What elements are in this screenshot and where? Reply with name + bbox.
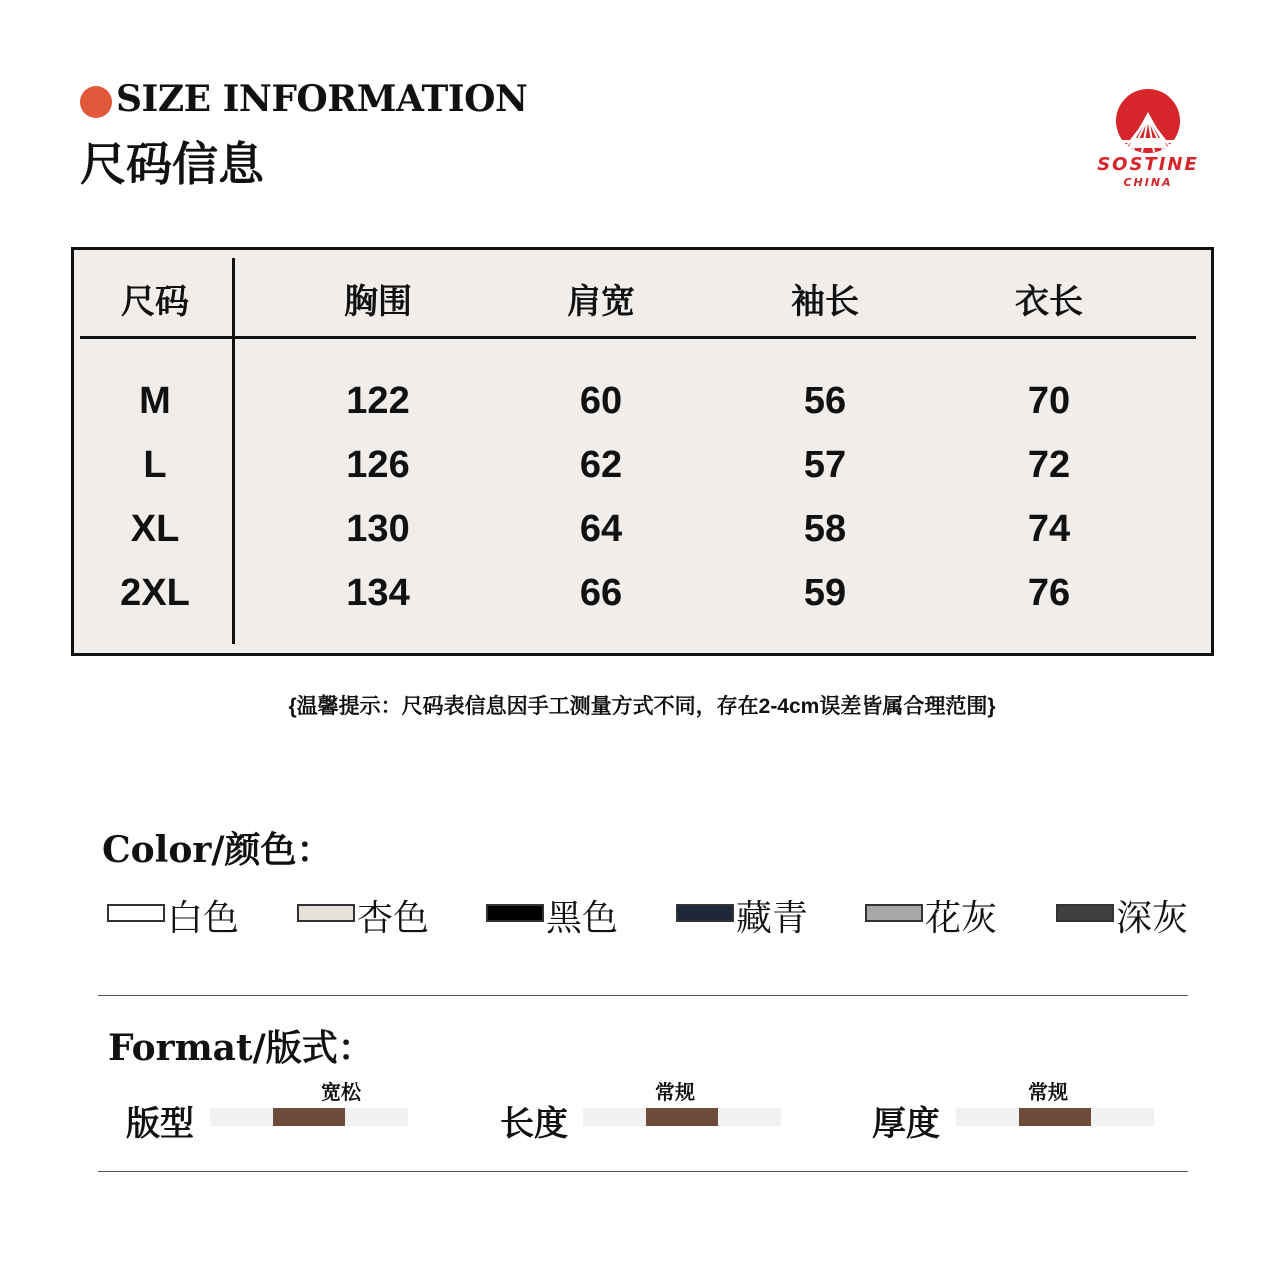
- table-header-size: 尺码: [121, 283, 189, 321]
- size-table: [71, 247, 1214, 656]
- color-label-heather-grey: 花灰: [925, 898, 998, 939]
- table-cell: XL: [130, 508, 180, 550]
- table-header-length: 衣长: [1015, 283, 1083, 321]
- table-cell: 60: [579, 380, 623, 422]
- table-cell: L: [143, 444, 167, 486]
- color-label-apricot: 杏色: [357, 898, 430, 939]
- table-cell: 76: [1027, 572, 1071, 614]
- format-label-length: 长度: [500, 1104, 568, 1144]
- color-swatch-heather-grey: [865, 904, 923, 922]
- format-section-title: Format/版式：: [108, 1027, 374, 1069]
- format-fill-length: [646, 1108, 718, 1126]
- format-value-length: 常规: [655, 1080, 695, 1104]
- table-cell: 66: [579, 572, 623, 614]
- page-title-cn: 尺码信息: [80, 137, 264, 191]
- color-swatch-black: [486, 904, 544, 922]
- table-cell: 126: [346, 444, 410, 486]
- format-fill-thickness: [1019, 1108, 1091, 1126]
- sun-mountain-icon: [1092, 88, 1204, 154]
- table-cell: 70: [1027, 380, 1071, 422]
- table-cell: 74: [1027, 508, 1071, 550]
- color-label-white: 白色: [167, 898, 240, 939]
- brand-logo: [1092, 88, 1204, 192]
- format-label-fit: 版型: [126, 1104, 194, 1144]
- format-label-thickness: 厚度: [872, 1104, 940, 1144]
- logo-brand-name: SOSTINE: [1097, 154, 1199, 175]
- color-label-navy: 藏青: [736, 898, 809, 939]
- table-cell: 72: [1027, 444, 1071, 486]
- table-cell: 64: [579, 508, 623, 550]
- format-track-length: [583, 1108, 781, 1126]
- table-cell: M: [139, 380, 171, 422]
- color-label-dark-grey: 深灰: [1116, 898, 1189, 939]
- page-title-en: SIZE INFORMATION: [116, 78, 528, 120]
- table-cell: 2XL: [120, 572, 190, 614]
- table-cell: 56: [803, 380, 847, 422]
- logo-brand-sub: CHINA: [1123, 176, 1173, 189]
- bottom-divider: [98, 1171, 1188, 1172]
- color-section-title: Color/颜色：: [102, 829, 333, 871]
- section-divider: [98, 995, 1188, 996]
- title-bullet-dot: [80, 86, 112, 118]
- color-swatch-white: [107, 904, 165, 922]
- table-header-shoulder: 肩宽: [567, 283, 635, 321]
- table-cell: 58: [803, 508, 847, 550]
- format-value-fit: 宽松: [321, 1080, 361, 1104]
- table-header-chest: 胸围: [344, 283, 412, 321]
- color-label-black: 黑色: [546, 898, 619, 939]
- table-header-sleeve: 袖长: [791, 283, 859, 321]
- table-cell: 62: [579, 444, 623, 486]
- format-track-thickness: [956, 1108, 1154, 1126]
- measurement-note: {温馨提示：尺码表信息因手工测量方式不同，存在2-4cm误差皆属合理范围}: [288, 695, 996, 718]
- color-swatch-navy: [676, 904, 734, 922]
- table-cell: 122: [346, 380, 410, 422]
- table-cell: 134: [346, 572, 410, 614]
- format-track-fit: [210, 1108, 408, 1126]
- format-value-thickness: 常规: [1028, 1080, 1068, 1104]
- color-swatch-apricot: [297, 904, 355, 922]
- format-fill-fit: [273, 1108, 345, 1126]
- table-header-divider: [80, 336, 1196, 339]
- table-cell: 57: [803, 444, 847, 486]
- color-swatch-dark-grey: [1056, 904, 1114, 922]
- table-cell: 130: [346, 508, 410, 550]
- table-cell: 59: [803, 572, 847, 614]
